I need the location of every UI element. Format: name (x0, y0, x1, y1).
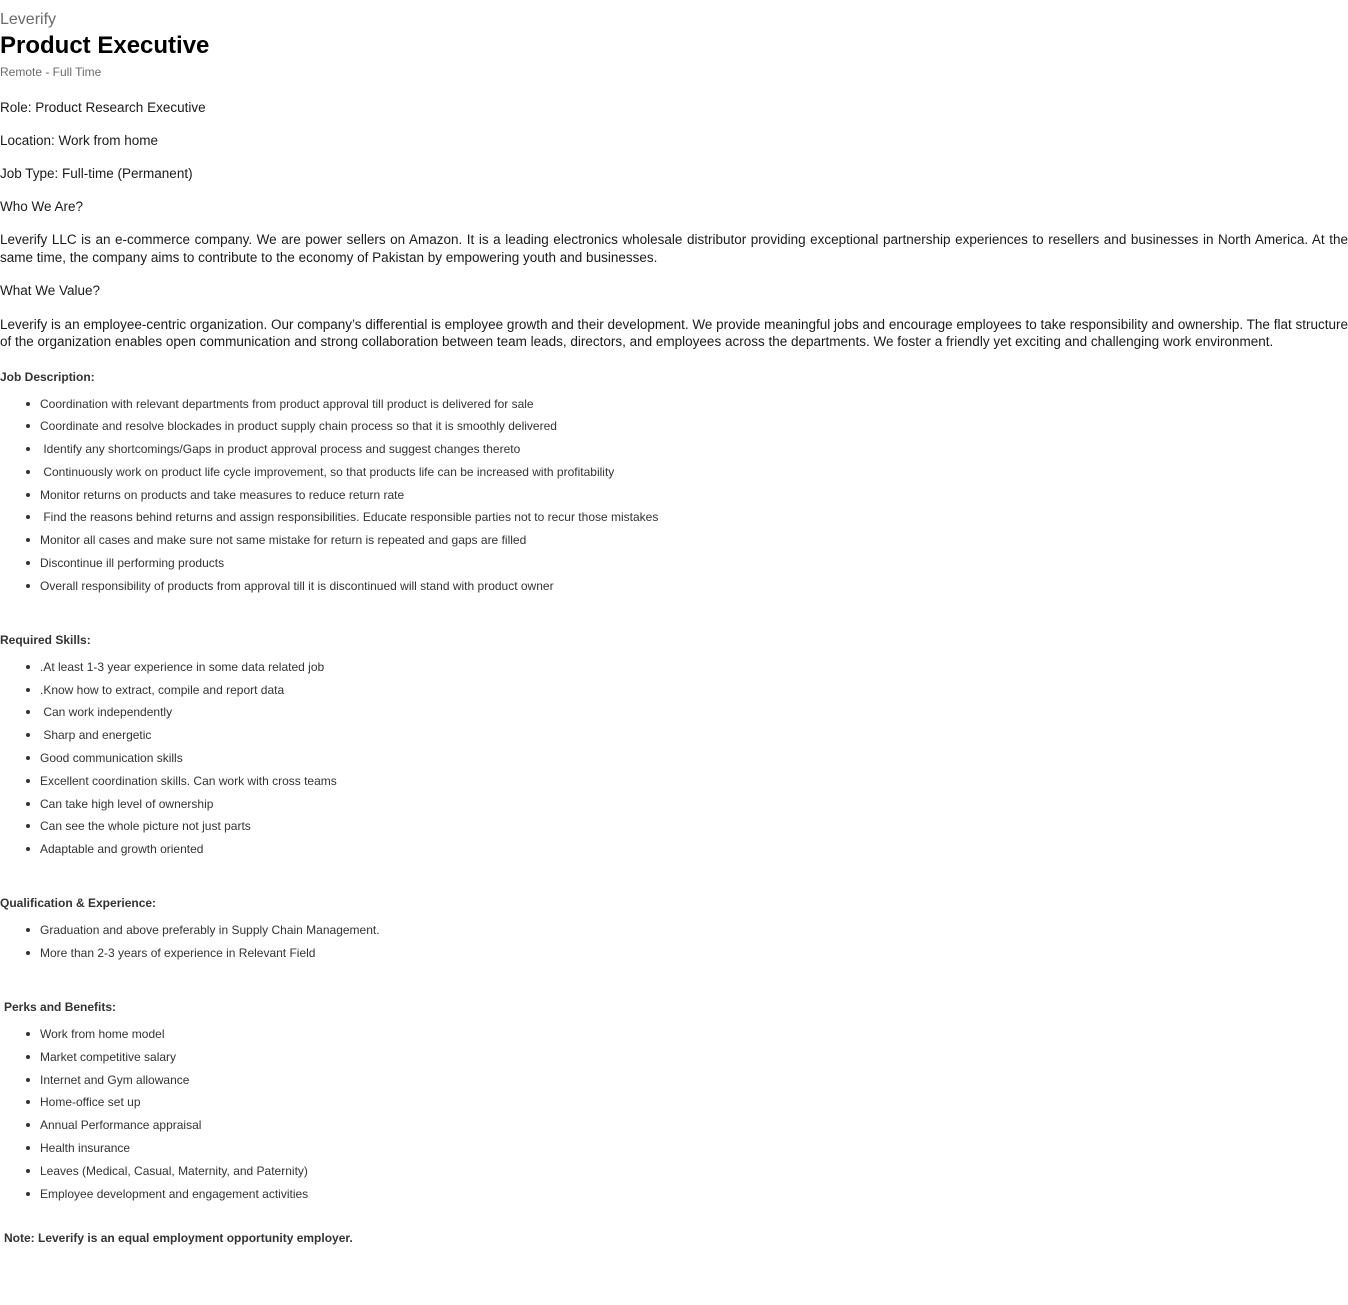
list-item: Internet and Gym allowance (40, 1073, 1348, 1087)
list-item: Identify any shortcomings/Gaps in product approval process and suggest changes thereto (40, 442, 1348, 456)
who-we-are-heading: Who We Are? (0, 198, 84, 214)
required-skills-heading: Required Skills: (0, 632, 91, 647)
list-item: Discontinue ill performing products (40, 556, 1348, 570)
list-item: Leaves (Medical, Casual, Maternity, and Paternity) (40, 1164, 1348, 1178)
company-name: Leverify (0, 11, 57, 28)
list-item: Graduation and above preferably in Supply Chain Management. (40, 923, 1348, 937)
list-item: Can work independently (40, 705, 1348, 719)
list-item: Continuously work on product life cycle improvement, so that products life can be increased with profitability (40, 465, 1348, 479)
job-description-heading: Job Description: (0, 369, 95, 384)
job-title: Product Executive (0, 32, 210, 59)
list-item: Employee development and engagement activities (40, 1187, 1348, 1201)
equal-opportunity-note: Note: Leverify is an equal employment opportunity employer. (4, 1230, 353, 1245)
list-item: Health insurance (40, 1141, 1348, 1155)
job-description-list (0, 397, 1348, 593)
list-item: .Know how to extract, compile and report data (40, 683, 1348, 697)
list-item: Work from home model (40, 1027, 1348, 1041)
location-line: Location: Work from home (0, 132, 159, 148)
list-item: Monitor all cases and make sure not same mistake for return is repeated and gaps are filled (40, 533, 1348, 547)
values-paragraph: Leverify is an employee-centric organization. Our company’s differential is employee growth and their development. We provide meaningful jobs and encourage employees to take responsibility and ownership. The flat structure of the organization enables open communication and strong collaboration between team leads, directors, and employees across the departments. We foster a friendly yet exciting and challenging work environment. (0, 316, 1348, 349)
required-skills-list (0, 660, 1348, 856)
list-item: Sharp and energetic (40, 728, 1348, 742)
role-line: Role: Product Research Executive (0, 100, 206, 115)
qualification-heading: Qualification & Experience: (0, 896, 157, 911)
list-item: Coordination with relevant departments from product approval till product is delivered for sale (40, 397, 1348, 411)
list-item: Find the reasons behind returns and assign responsibilities. Educate responsible parties not to recur those mistakes (40, 510, 1348, 524)
list-item: Monitor returns on products and take measures to reduce return rate (40, 488, 1348, 502)
list-item: Adaptable and growth oriented (40, 842, 1348, 856)
perks-list (0, 1027, 1348, 1201)
list-item: Can take high level of ownership (40, 797, 1348, 811)
list-item: Home-office set up (40, 1095, 1348, 1109)
about-paragraph: Leverify LLC is an e-commerce company. We are power sellers on Amazon. It is a leading electronics wholesale distributor providing exceptional partnership experiences to resellers and businesses in North America. At the same time, the company aims to contribute to the economy of Pakistan by empowering youth and businesses. (0, 232, 1348, 265)
list-item: .At least 1-3 year experience in some data related job (40, 660, 1348, 674)
list-item: Overall responsibility of products from approval till it is discontinued will stand with product owner (40, 579, 1348, 593)
list-item: More than 2-3 years of experience in Relevant Field (40, 946, 1348, 960)
job-posting (0, 11, 1348, 1245)
what-we-value-heading: What We Value? (0, 283, 101, 298)
list-item: Coordinate and resolve blockades in product supply chain process so that it is smoothly delivered (40, 419, 1348, 433)
list-item: Can see the whole picture not just parts (40, 819, 1348, 833)
list-item: Market competitive salary (40, 1050, 1348, 1064)
perks-heading: Perks and Benefits: (4, 1000, 117, 1015)
list-item: Good communication skills (40, 751, 1348, 765)
job-subtitle: Remote - Full Time (0, 65, 102, 79)
list-item: Annual Performance appraisal (40, 1118, 1348, 1132)
qualification-list (0, 923, 1348, 960)
list-item: Excellent coordination skills. Can work with cross teams (40, 774, 1348, 788)
job-type-line: Job Type: Full-time (Permanent) (0, 166, 193, 181)
